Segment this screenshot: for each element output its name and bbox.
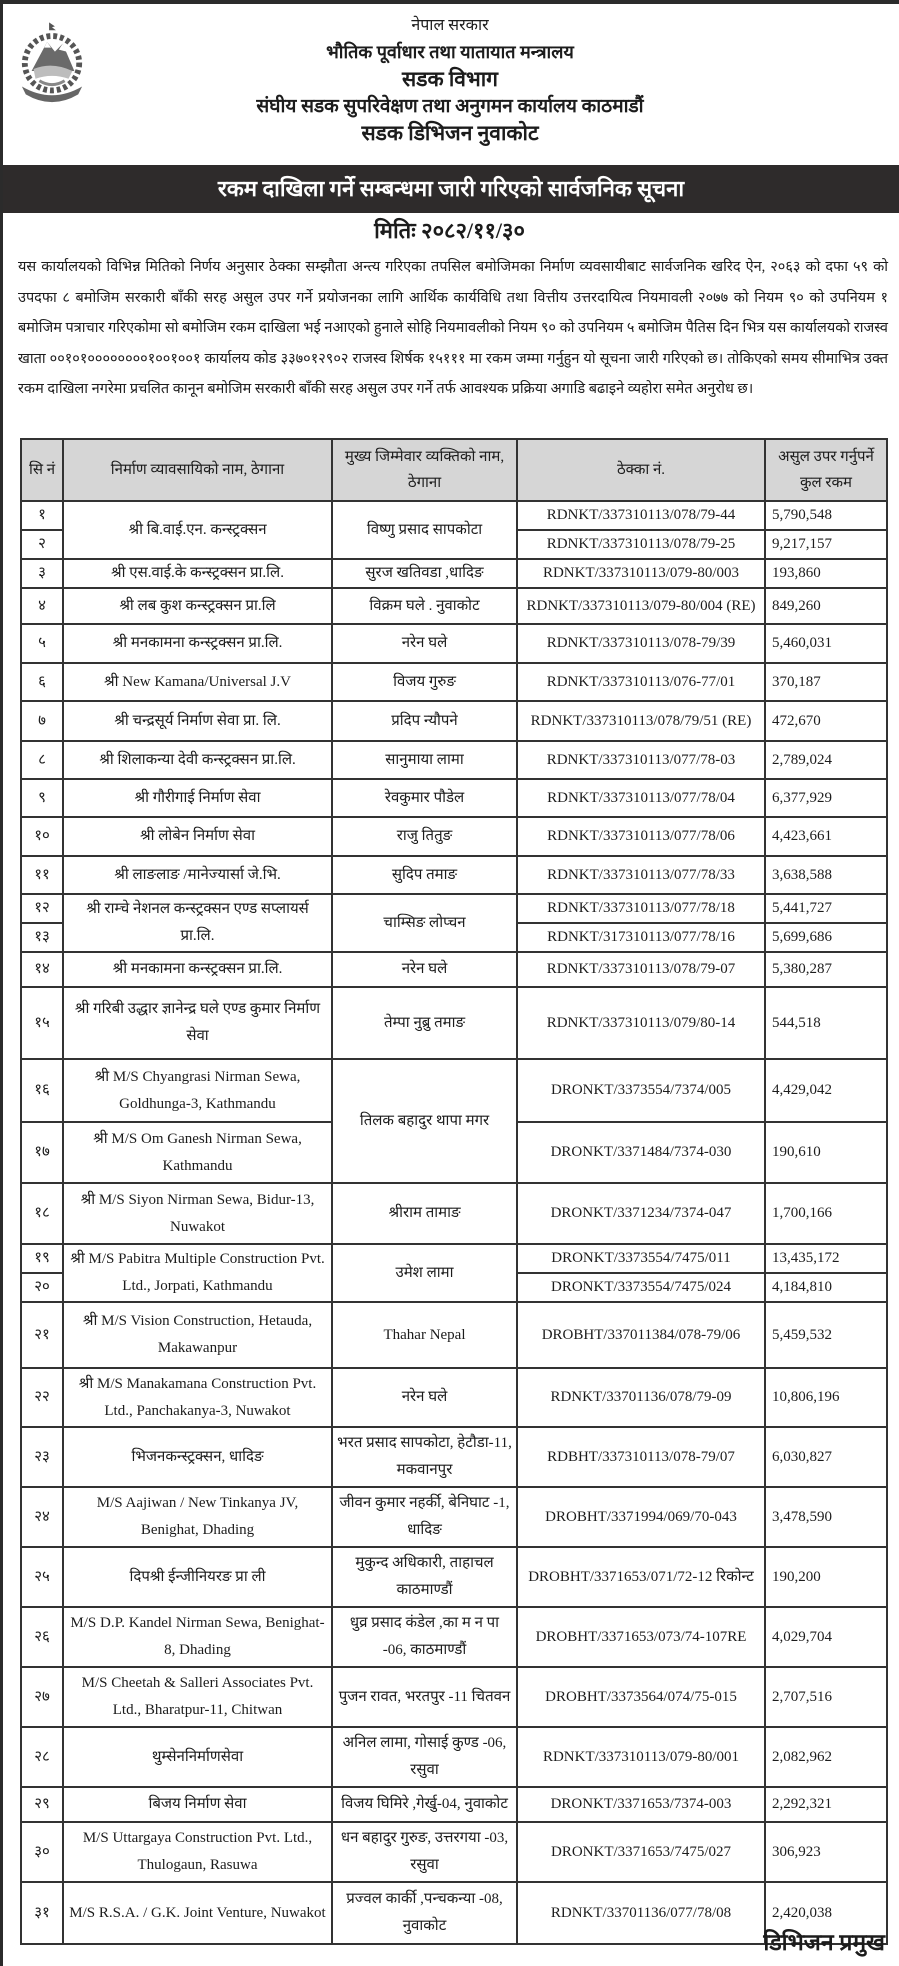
serial-number-cell: २९ xyxy=(21,1787,63,1822)
serial-number-cell: १ xyxy=(21,501,63,530)
responsible-person-cell: मुकुन्द अधिकारी, ताहाचल काठमाण्डौं xyxy=(332,1547,517,1607)
amount-cell: 193,860 xyxy=(765,559,887,588)
responsible-person-cell: नरेन घले xyxy=(332,952,517,987)
contract-number-cell: RDNKT/337310113/079/80-14 xyxy=(517,987,765,1059)
contractor-cell: श्री M/S Siyon Nirman Sewa, Bidur-13, Nuwakot xyxy=(63,1183,332,1244)
contract-number-cell: DRONKT/3371653/7374-003 xyxy=(517,1787,765,1822)
contractor-cell: श्री गरिबी उद्धार ज्ञानेन्द्र घले एण्ड कुमार निर्माण सेवा xyxy=(63,987,332,1059)
contractor-cell: दिपश्री ईन्जीनियरङ प्रा ली xyxy=(63,1547,332,1607)
division-name: सडक डिभिजन नुवाकोट xyxy=(361,121,539,145)
contractor-cell: बिजय निर्माण सेवा xyxy=(63,1787,332,1822)
contract-number-cell: DROBHT/3371994/069/70-043 xyxy=(517,1487,765,1547)
responsible-person-cell: सानुमाया लामा xyxy=(332,741,517,779)
header-amount: असुल उपर गर्नुपर्ने कुल रकम xyxy=(765,439,887,501)
contract-number-cell: RDNKT/337310113/078-79/39 xyxy=(517,624,765,663)
contractor-cell: M/S D.P. Kandel Nirman Sewa, Benighat-8, Dhading xyxy=(63,1607,332,1667)
amount-cell: 6,030,827 xyxy=(765,1427,887,1487)
contractor-cell: M/S Cheetah & Salleri Associates Pvt. Ltd., Bharatpur-11, Chitwan xyxy=(63,1667,332,1727)
responsible-person-cell: नरेन घले xyxy=(332,1368,517,1427)
contractor-cell: श्री राम्चे नेशनल कन्स्ट्रक्सन एण्ड सप्लायर्स प्रा.लि. xyxy=(63,894,332,952)
serial-number-cell: २ xyxy=(21,530,63,559)
contract-number-cell: RDNKT/337310113/079-80/004 (RE) xyxy=(517,588,765,624)
serial-number-cell: १२ xyxy=(21,894,63,923)
notice-body: यस कार्यालयको विभिन्न मितिको निर्णय अनुसार ठेक्का सम्झौता अन्त्य गरिएका तपसिल बमोजिमका निर्माण व्यवसायीबाट सार्वजनिक खरिद ऐन, २०६३ को दफा ५९ को उपदफा ८ बमोजिम सरकारी बाँकी सरह असुल उपर गर्ने प्रयोजनका लागि आर्थिक कार्यविधि तथा वित्तीय उत्तरदायित्व नियमावली २०७७ को नियम ९० को उपनियम १ बमोजिम पत्राचार गरिएकोमा सो बमोजिम रकम दाखिला भई नआएको हुनाले सोहि नियमावलीको नियम ९० को उपनियम ५ बमोजिम पैतिस दिन भित्र यस कार्यालयको राजस्व खाता ००१०१००००००००१००१००१ कार्यालय कोड ३३७०१२९०२ राजस्व शिर्षक १५१११ मा रकम जम्मा गर्नुहुन यो सूचना जारी गरिएको छ। तोकिएको समय सीमाभित्र उक्त रकम दाखिला नगरेमा प्रचलित कानून बमोजिम सरकारी बाँकी सरह असुल उपर गर्ने तर्फ आवश्यक प्रक्रिया अगाडि बढाइने व्यहोरा समेत अनुरोध छ। xyxy=(18,259,888,397)
contractor-cell: श्री शिलाकन्या देवी कन्स्ट्रक्सन प्रा.लि. xyxy=(63,741,332,779)
serial-number-cell: ९ xyxy=(21,779,63,817)
defaulters-table xyxy=(20,438,888,1945)
table-row xyxy=(21,1059,887,1122)
table-row xyxy=(21,779,887,817)
table-row xyxy=(21,1607,887,1667)
amount-cell: 2,789,024 xyxy=(765,741,887,779)
contractor-cell: श्री एस.वाई.के कन्स्ट्रक्सन प्रा.लि. xyxy=(63,559,332,588)
amount-cell: 370,187 xyxy=(765,663,887,701)
table-row xyxy=(21,559,887,588)
contractor-cell: श्री बि.वाई.एन. कन्स्ट्रक्सन xyxy=(63,501,332,559)
amount-cell: 5,459,532 xyxy=(765,1302,887,1368)
amount-cell: 849,260 xyxy=(765,588,887,624)
responsible-person-cell: राजु तितुङ xyxy=(332,817,517,856)
contractor-cell: श्री मनकामना कन्स्ट्रक्सन प्रा.लि. xyxy=(63,952,332,987)
serial-number-cell: २१ xyxy=(21,1302,63,1368)
notice-date: मितिः २०८२/११/३० xyxy=(374,218,525,243)
serial-number-cell: २६ xyxy=(21,1607,63,1667)
serial-number-cell: ४ xyxy=(21,588,63,624)
contractor-cell: M/S Aajiwan / New Tinkanya JV, Benighat, Dhading xyxy=(63,1487,332,1547)
responsible-person-cell: उमेश लामा xyxy=(332,1244,517,1302)
contract-number-cell: DRONKT/3373554/7475/024 xyxy=(517,1273,765,1302)
responsible-person-cell: भरत प्रसाद सापकोटा, हेटौडा-11, मकवानपुर xyxy=(332,1427,517,1487)
amount-cell: 2,707,516 xyxy=(765,1667,887,1727)
responsible-person-cell: रेवकुमार पौडेल xyxy=(332,779,517,817)
amount-cell: 190,200 xyxy=(765,1547,887,1607)
serial-number-cell: २३ xyxy=(21,1427,63,1487)
amount-cell: 2,292,321 xyxy=(765,1787,887,1822)
responsible-person-cell: विक्रम घले . नुवाकोट xyxy=(332,588,517,624)
table-row xyxy=(21,501,887,530)
amount-cell: 472,670 xyxy=(765,701,887,741)
responsible-person-cell: सुदिप तमाङ xyxy=(332,856,517,894)
contractor-cell: श्री New Kamana/Universal J.V xyxy=(63,663,332,701)
table-row xyxy=(21,1427,887,1487)
contract-number-cell: RDNKT/337310113/078/79/51 (RE) xyxy=(517,701,765,741)
contractor-cell: श्री M/S Pabitra Multiple Construction Pvt. Ltd., Jorpati, Kathmandu xyxy=(63,1244,332,1302)
responsible-person-cell: विष्णु प्रसाद सापकोटा xyxy=(332,501,517,559)
contractor-cell: श्री लाङलाङ /मानेज्यार्सा जे.भि. xyxy=(63,856,332,894)
ministry-name: भौतिक पूर्वाधार तथा यातायात मन्त्रालय xyxy=(326,42,574,62)
contractor-cell: M/S R.S.A. / G.K. Joint Venture, Nuwakot xyxy=(63,1882,332,1944)
header-contract: ठेक्का नं. xyxy=(517,439,765,501)
serial-number-cell: ५ xyxy=(21,624,63,663)
amount-cell: 544,518 xyxy=(765,987,887,1059)
serial-number-cell: २० xyxy=(21,1273,63,1302)
serial-number-cell: ६ xyxy=(21,663,63,701)
contract-number-cell: DRONKT/3371653/7475/027 xyxy=(517,1822,765,1882)
notice-title: रकम दाखिला गर्ने सम्बन्धमा जारी गरिएको सार्वजनिक सूचना xyxy=(3,165,899,213)
amount-cell: 13,435,172 xyxy=(765,1244,887,1273)
amount-cell: 4,429,042 xyxy=(765,1059,887,1122)
amount-cell: 5,699,686 xyxy=(765,923,887,952)
contract-number-cell: RDBHT/337310113/078-79/07 xyxy=(517,1427,765,1487)
serial-number-cell: २४ xyxy=(21,1487,63,1547)
contract-number-cell: RDNKT/337310113/077/78/04 xyxy=(517,779,765,817)
contractor-cell: थुम्सेननिर्माणसेवा xyxy=(63,1727,332,1787)
serial-number-cell: ११ xyxy=(21,856,63,894)
letterhead xyxy=(150,12,750,147)
responsible-person-cell: नरेन घले xyxy=(332,624,517,663)
serial-number-cell: ३० xyxy=(21,1822,63,1882)
office-name: संघीय सडक सुपरिवेक्षण तथा अनुगमन कार्यालय काठमाडौं xyxy=(256,96,644,117)
responsible-person-cell: चाम्सिङ लोप्चन xyxy=(332,894,517,952)
signatory-title: डिभिजन प्रमुख xyxy=(763,1930,885,1955)
table-body xyxy=(21,501,887,1944)
contract-number-cell: DRONKT/3371484/7374-030 xyxy=(517,1122,765,1183)
contractor-cell: श्री गौरीगाई निर्माण सेवा xyxy=(63,779,332,817)
responsible-person-cell: विजय गुरुङ xyxy=(332,663,517,701)
contractor-cell: श्री लोबेन निर्माण सेवा xyxy=(63,817,332,856)
contract-number-cell: RDNKT/337310113/077/78/06 xyxy=(517,817,765,856)
amount-cell: 306,923 xyxy=(765,1822,887,1882)
contract-number-cell: DRONKT/3371234/7374-047 xyxy=(517,1183,765,1244)
contractor-cell: श्री मनकामना कन्स्ट्रक्सन प्रा.लि. xyxy=(63,624,332,663)
responsible-person-cell: Thahar Nepal xyxy=(332,1302,517,1368)
contract-number-cell: RDNKT/337310113/077/78/18 xyxy=(517,894,765,923)
amount-cell: 9,217,157 xyxy=(765,530,887,559)
table-row xyxy=(21,987,887,1059)
table-row xyxy=(21,741,887,779)
contractor-cell: श्री M/S Om Ganesh Nirman Sewa, Kathmandu xyxy=(63,1122,332,1183)
page-frame-top xyxy=(0,0,899,4)
table-row xyxy=(21,1667,887,1727)
contract-number-cell: RDNKT/337310113/079-80/001 xyxy=(517,1727,765,1787)
responsible-person-cell: श्रीराम तामाङ xyxy=(332,1183,517,1244)
amount-cell: 4,184,810 xyxy=(765,1273,887,1302)
amount-cell: 190,610 xyxy=(765,1122,887,1183)
serial-number-cell: २८ xyxy=(21,1727,63,1787)
serial-number-cell: ३ xyxy=(21,559,63,588)
serial-number-cell: १६ xyxy=(21,1059,63,1122)
amount-cell: 2,420,038 xyxy=(765,1882,887,1944)
amount-cell: 5,441,727 xyxy=(765,894,887,923)
table-row xyxy=(21,1244,887,1273)
serial-number-cell: ८ xyxy=(21,741,63,779)
responsible-person-cell: विजय घिमिरे ,गेर्खु-04, नुवाकोट xyxy=(332,1787,517,1822)
amount-cell: 6,377,929 xyxy=(765,779,887,817)
table-row xyxy=(21,624,887,663)
contract-number-cell: RDNKT/337310113/077/78-03 xyxy=(517,741,765,779)
serial-number-cell: १८ xyxy=(21,1183,63,1244)
table-row xyxy=(21,817,887,856)
serial-number-cell: २७ xyxy=(21,1667,63,1727)
table-row xyxy=(21,1727,887,1787)
contractor-cell: श्री लब कुश कन्स्ट्रक्सन प्रा.लि xyxy=(63,588,332,624)
amount-cell: 5,790,548 xyxy=(765,501,887,530)
responsible-person-cell: प्रदिप न्यौपने xyxy=(332,701,517,741)
contract-number-cell: RDNKT/317310113/077/78/16 xyxy=(517,923,765,952)
contract-number-cell: RDNKT/337310113/078/79-07 xyxy=(517,952,765,987)
contract-number-cell: RDNKT/33701136/078/79-09 xyxy=(517,1368,765,1427)
table-row xyxy=(21,663,887,701)
table-row xyxy=(21,894,887,923)
department-name: सडक विभाग xyxy=(402,67,498,91)
contract-number-cell: RDNKT/337310113/078/79-25 xyxy=(517,530,765,559)
contract-number-cell: RDNKT/337310113/078/79-44 xyxy=(517,501,765,530)
table-header-row xyxy=(21,439,887,501)
serial-number-cell: १७ xyxy=(21,1122,63,1183)
contract-number-cell: DRONKT/3373554/7374/005 xyxy=(517,1059,765,1122)
amount-cell: 3,638,588 xyxy=(765,856,887,894)
responsible-person-cell: तिलक बहादुर थापा मगर xyxy=(332,1059,517,1183)
contractor-cell: भिजनकन्स्ट्रक्सन, धादिङ xyxy=(63,1427,332,1487)
amount-cell: 1,700,166 xyxy=(765,1183,887,1244)
serial-number-cell: १० xyxy=(21,817,63,856)
responsible-person-cell: अनिल लामा, गोसाई कुण्ड -06, रसुवा xyxy=(332,1727,517,1787)
serial-number-cell: १३ xyxy=(21,923,63,952)
contract-number-cell: RDNKT/33701136/077/78/08 xyxy=(517,1882,765,1944)
serial-number-cell: २५ xyxy=(21,1547,63,1607)
contractor-cell: श्री M/S Chyangrasi Nirman Sewa, Goldhunga-3, Kathmandu xyxy=(63,1059,332,1122)
contract-number-cell: DRONKT/3373554/7475/011 xyxy=(517,1244,765,1273)
serial-number-cell: २२ xyxy=(21,1368,63,1427)
contract-number-cell: DROBHT/3371653/071/72-12 रिकोन्ट xyxy=(517,1547,765,1607)
responsible-person-cell: प्रज्वल कार्की ,पन्चकन्या -08, नुवाकोट xyxy=(332,1882,517,1944)
contractor-cell: श्री चन्द्रसूर्य निर्माण सेवा प्रा. लि. xyxy=(63,701,332,741)
responsible-person-cell: तेम्पा नुब्रु तमाङ xyxy=(332,987,517,1059)
serial-number-cell: १५ xyxy=(21,987,63,1059)
government-name: नेपाल सरकार xyxy=(411,17,489,34)
table-row xyxy=(21,1547,887,1607)
table-row xyxy=(21,952,887,987)
nepal-government-emblem-icon xyxy=(18,20,86,122)
amount-cell: 5,460,031 xyxy=(765,624,887,663)
table-row xyxy=(21,856,887,894)
table-row xyxy=(21,1882,887,1944)
contract-number-cell: DROBHT/3371653/073/74-107RE xyxy=(517,1607,765,1667)
amount-cell: 3,478,590 xyxy=(765,1487,887,1547)
responsible-person-cell: पुजन रावत, भरतपुर -11 चितवन xyxy=(332,1667,517,1727)
serial-number-cell: १९ xyxy=(21,1244,63,1273)
responsible-person-cell: धन बहादुर गुरुङ, उत्तरगया -03, रसुवा xyxy=(332,1822,517,1882)
contract-number-cell: DROBHT/3373564/074/75-015 xyxy=(517,1667,765,1727)
contract-number-cell: RDNKT/337310113/079-80/003 xyxy=(517,559,765,588)
amount-cell: 2,082,962 xyxy=(765,1727,887,1787)
contractor-cell: श्री M/S Manakamana Construction Pvt. Ltd., Panchakanya-3, Nuwakot xyxy=(63,1368,332,1427)
table-row xyxy=(21,1822,887,1882)
contract-number-cell: RDNKT/337310113/077/78/33 xyxy=(517,856,765,894)
contractor-cell: श्री M/S Vision Construction, Hetauda, Makawanpur xyxy=(63,1302,332,1368)
responsible-person-cell: धुव्र प्रसाद कंडेल ,का म न पा -06, काठमाण्डौं xyxy=(332,1607,517,1667)
page-frame-left xyxy=(0,0,3,1966)
header-contractor: निर्माण व्यावसायिको नाम, ठेगाना xyxy=(63,439,332,501)
contractor-cell: M/S Uttargaya Construction Pvt. Ltd., Thulogaun, Rasuwa xyxy=(63,1822,332,1882)
table-row xyxy=(21,1487,887,1547)
table-row xyxy=(21,1302,887,1368)
amount-cell: 5,380,287 xyxy=(765,952,887,987)
header-person: मुख्य जिम्मेवार व्यक्तिको नाम, ठेगाना xyxy=(332,439,517,501)
amount-cell: 10,806,196 xyxy=(765,1368,887,1427)
serial-number-cell: १४ xyxy=(21,952,63,987)
responsible-person-cell: सुरज खतिवडा ,धादिङ xyxy=(332,559,517,588)
table-row xyxy=(21,701,887,741)
amount-cell: 4,423,661 xyxy=(765,817,887,856)
table-row xyxy=(21,1368,887,1427)
contract-number-cell: DROBHT/337011384/078-79/06 xyxy=(517,1302,765,1368)
contract-number-cell: RDNKT/337310113/076-77/01 xyxy=(517,663,765,701)
responsible-person-cell: जीवन कुमार नहर्की, बेनिघाट -1, धादिङ xyxy=(332,1487,517,1547)
serial-number-cell: ७ xyxy=(21,701,63,741)
amount-cell: 4,029,704 xyxy=(765,1607,887,1667)
header-sn: सि नं xyxy=(21,439,63,501)
serial-number-cell: ३१ xyxy=(21,1882,63,1944)
table-row xyxy=(21,1787,887,1822)
table-row xyxy=(21,1183,887,1244)
table-row xyxy=(21,588,887,624)
